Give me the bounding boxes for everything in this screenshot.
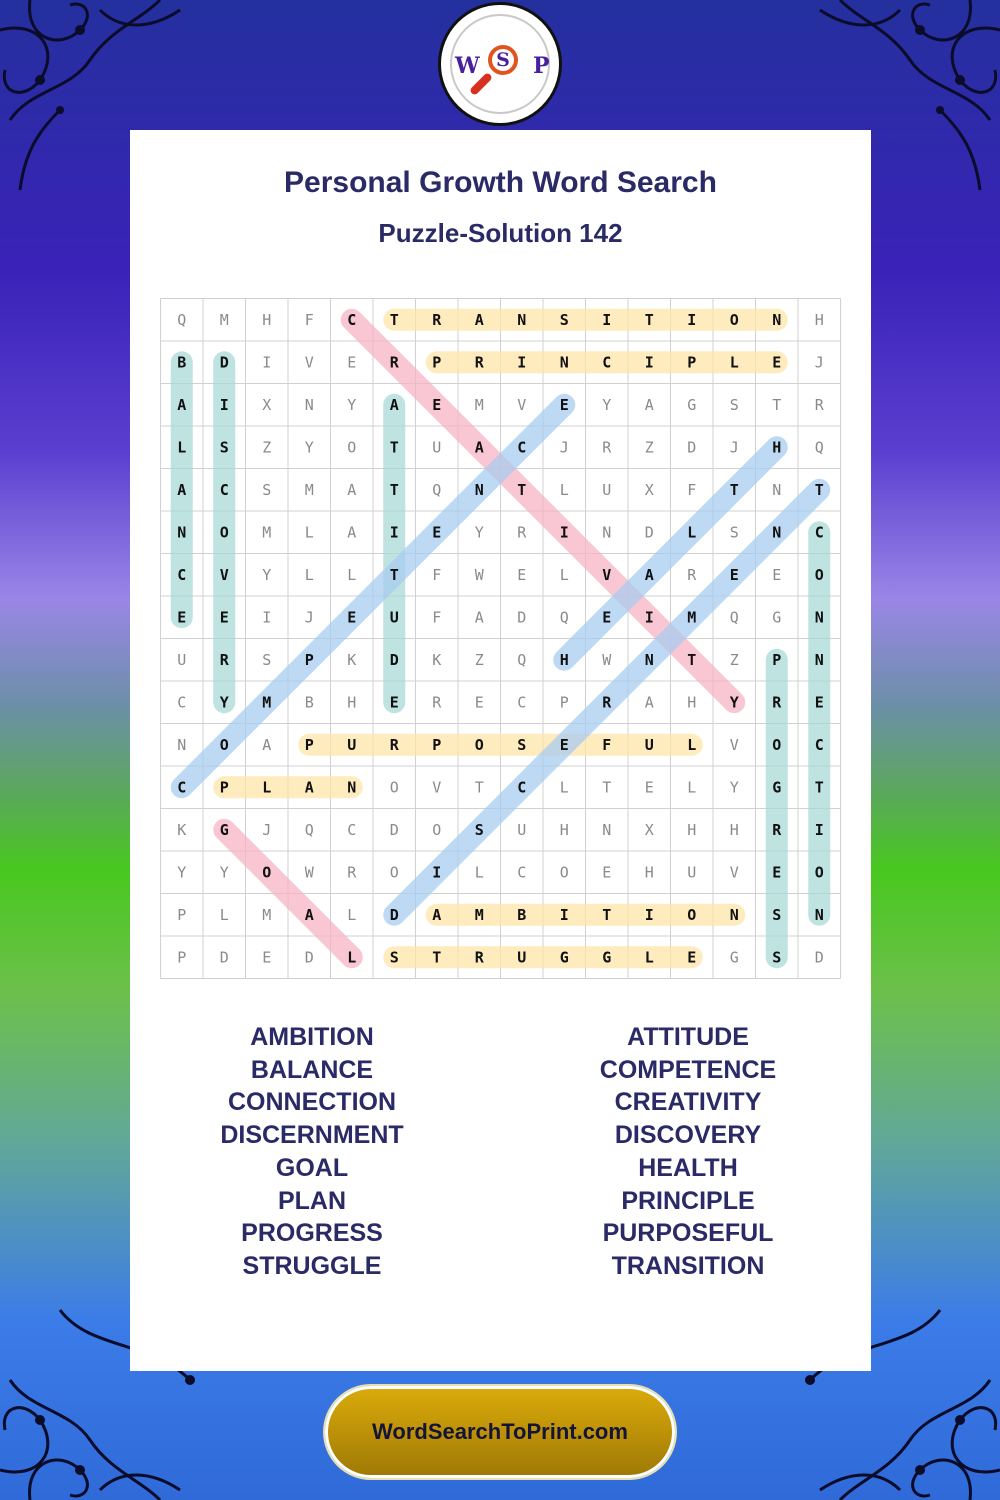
grid-cell: S [262, 650, 272, 669]
grid-cell: C [177, 693, 187, 712]
grid-cell: G [687, 395, 697, 414]
grid-cell: H [772, 438, 782, 457]
grid-cell: A [474, 438, 484, 457]
grid-cell: Y [219, 863, 229, 882]
grid-cell: Y [262, 565, 272, 584]
grid-cell: T [432, 948, 442, 967]
grid-cell: E [602, 608, 612, 627]
grid-cell: L [262, 778, 272, 797]
grid-cell: S [389, 948, 399, 967]
grid-cell: A [347, 480, 357, 499]
grid-cell: X [262, 395, 272, 414]
logo-letter-p: P [533, 53, 550, 79]
grid-cell: H [814, 310, 824, 329]
grid-cell: Q [814, 438, 824, 457]
grid-cell: C [177, 778, 187, 797]
grid-cell: N [814, 650, 824, 669]
grid-cell: N [602, 820, 612, 839]
grid-cell: N [729, 905, 739, 924]
grid-cell: N [644, 650, 654, 669]
grid-cell: L [687, 523, 697, 542]
grid-cell: N [772, 310, 782, 329]
grid-cell: R [219, 650, 229, 669]
grid-cell: N [772, 523, 782, 542]
grid-cell: N [304, 395, 314, 414]
grid-cell: I [644, 353, 654, 372]
grid-cell: Y [729, 693, 739, 712]
grid-cell: K [432, 650, 442, 669]
grid-cell: S [517, 735, 527, 754]
grid-cell: F [432, 608, 442, 627]
grid-cell: F [304, 310, 314, 329]
grid-cell: C [517, 778, 527, 797]
grid-cell: V [729, 735, 739, 754]
grid-cell: O [814, 565, 824, 584]
grid-cell: C [814, 735, 824, 754]
grid-cell: A [177, 395, 187, 414]
grid-cell: R [474, 948, 484, 967]
grid-cell: M [304, 480, 314, 499]
grid-cell: V [432, 778, 442, 797]
grid-cell: G [602, 948, 612, 967]
grid-cell: O [389, 863, 399, 882]
grid-cell: D [219, 948, 229, 967]
grid-cell: D [389, 650, 399, 669]
grid-cell: I [389, 523, 399, 542]
grid-cell: Y [474, 523, 484, 542]
grid-cell: N [814, 608, 824, 627]
grid-cell: A [644, 565, 654, 584]
grid-cell: I [644, 608, 654, 627]
grid-cell: I [262, 608, 272, 627]
grid-cell: O [347, 438, 357, 457]
grid-cell: I [814, 820, 824, 839]
grid-cell: P [219, 778, 229, 797]
grid-cell: E [602, 863, 612, 882]
grid-cell: T [814, 480, 824, 499]
grid-cell: Q [177, 310, 187, 329]
grid-cell: K [347, 650, 357, 669]
grid-cell: W [474, 565, 484, 584]
page-title: Personal Growth Word Search [284, 166, 717, 199]
grid-cell: T [602, 778, 612, 797]
word-list-item: DISCOVERY [614, 1121, 762, 1150]
logo-letter-s: S [488, 45, 518, 75]
grid-cell: Q [517, 650, 527, 669]
grid-cell: L [559, 565, 569, 584]
website-link-button[interactable]: WordSearchToPrint.com [325, 1386, 675, 1478]
word-list-left [162, 1021, 462, 1283]
grid-cell: T [389, 565, 399, 584]
grid-cell: G [219, 820, 229, 839]
grid-cell: D [687, 438, 697, 457]
word-list-item: AMBITION [250, 1023, 374, 1051]
grid-cell: K [177, 820, 187, 839]
grid-cell: G [559, 948, 569, 967]
grid-cell: C [177, 565, 187, 584]
grid-cell: E [177, 608, 187, 627]
grid-cell: N [517, 310, 527, 329]
grid-cell: F [602, 735, 612, 754]
grid-cell: Q [432, 480, 442, 499]
grid-cell: U [432, 438, 442, 457]
grid-cell: R [432, 310, 442, 329]
grid-cell: L [347, 948, 357, 967]
grid-cell: X [644, 820, 654, 839]
grid-cell: Q [559, 608, 569, 627]
grid-cell: N [347, 778, 357, 797]
grid-cell: H [644, 863, 654, 882]
grid-cell: L [644, 948, 654, 967]
grid-cell: D [389, 905, 399, 924]
grid-cell: X [644, 480, 654, 499]
grid-cell: L [177, 438, 187, 457]
logo-letter-w: W [455, 53, 480, 79]
word-list-item: STRUGGLE [242, 1251, 382, 1280]
grid-cell: P [304, 650, 314, 669]
grid-cell: W [304, 863, 314, 882]
word-list-item: BALANCE [250, 1055, 374, 1084]
grid-cell: P [559, 693, 569, 712]
grid-cell: I [687, 310, 697, 329]
grid-cell: U [687, 863, 697, 882]
grid-cell: F [687, 480, 697, 499]
grid-cell: T [687, 650, 697, 669]
grid-cell: C [347, 310, 357, 329]
grid-cell: D [517, 608, 527, 627]
grid-cell: P [772, 650, 782, 669]
grid-cell: A [177, 480, 187, 499]
grid-cell: E [772, 565, 782, 584]
grid-cell: P [177, 905, 187, 924]
word-list-item: HEALTH [638, 1153, 738, 1182]
grid-cell: A [474, 310, 484, 329]
grid-cell: Y [602, 395, 612, 414]
grid-cell: L [559, 778, 569, 797]
grid-cell: I [219, 395, 229, 414]
grid-cell: I [644, 905, 654, 924]
grid-cell: T [474, 778, 484, 797]
grid-cell: C [517, 693, 527, 712]
word-list-item: COMPETENCE [599, 1055, 777, 1084]
grid-cell: P [304, 735, 314, 754]
grid-cell: T [389, 438, 399, 457]
grid-cell: F [432, 565, 442, 584]
grid-cell: Y [304, 438, 314, 457]
grid-cell: O [219, 735, 229, 754]
grid-cell: S [729, 395, 739, 414]
word-list-right [538, 1021, 838, 1283]
grid-cell: R [772, 693, 782, 712]
grid-cell: O [729, 310, 739, 329]
magnifier-logo-icon [438, 2, 562, 126]
grid-cell: R [602, 438, 612, 457]
grid-cell: L [474, 863, 484, 882]
grid-cell: U [517, 948, 527, 967]
grid-cell: N [177, 523, 187, 542]
word-list-item: ATTITUDE [627, 1023, 749, 1051]
grid-cell: G [772, 778, 782, 797]
grid-cell: R [432, 693, 442, 712]
grid-cell: U [517, 820, 527, 839]
grid-cell: A [644, 395, 654, 414]
grid-cell: H [559, 820, 569, 839]
grid-cell: M [262, 523, 272, 542]
grid-cell: Z [474, 650, 484, 669]
word-search-grid [160, 298, 841, 979]
grid-cell: E [644, 778, 654, 797]
grid-cell: L [687, 778, 697, 797]
grid-cell: Y [347, 395, 357, 414]
grid-cell: R [687, 565, 697, 584]
grid-cell: Q [304, 820, 314, 839]
grid-cell: R [602, 693, 612, 712]
grid-cell: L [347, 905, 357, 924]
grid-cell: C [517, 438, 527, 457]
grid-cell: N [474, 480, 484, 499]
grid-cell: I [602, 310, 612, 329]
grid-cell: M [219, 310, 229, 329]
grid-cell: V [304, 353, 314, 372]
grid-cell: C [602, 353, 612, 372]
grid-cell: Z [644, 438, 654, 457]
grid-cell: L [304, 565, 314, 584]
grid-cell: E [772, 353, 782, 372]
grid-cell: E [729, 565, 739, 584]
grid-cell: M [262, 693, 272, 712]
grid-cell: L [559, 480, 569, 499]
grid-cell: D [389, 820, 399, 839]
grid-cell: O [389, 778, 399, 797]
grid-cell: T [389, 480, 399, 499]
word-list-item: PLAN [277, 1186, 347, 1215]
grid-cell: C [517, 863, 527, 882]
grid-cell: R [474, 353, 484, 372]
grid-cell: B [517, 905, 527, 924]
grid-cell: E [559, 735, 569, 754]
grid-cell: O [262, 863, 272, 882]
grid-cell: L [219, 905, 229, 924]
grid-cell: A [262, 735, 272, 754]
grid-cell: A [644, 693, 654, 712]
grid-cell: C [814, 523, 824, 542]
grid-cell: Z [729, 650, 739, 669]
grid-cell: D [644, 523, 654, 542]
grid-cell: B [177, 353, 187, 372]
grid-cell: I [559, 523, 569, 542]
grid-cell: Y [729, 778, 739, 797]
grid-cell: T [729, 480, 739, 499]
grid-cell: S [219, 438, 229, 457]
word-list-item: CREATIVITY [614, 1088, 762, 1117]
grid-cell: J [304, 608, 314, 627]
grid-cell: M [474, 395, 484, 414]
grid-cell: C [347, 820, 357, 839]
grid-cell: S [262, 480, 272, 499]
grid-cell: P [177, 948, 187, 967]
grid-cell: L [347, 565, 357, 584]
grid-cell: L [729, 353, 739, 372]
word-list-item: CONNECTION [227, 1088, 397, 1117]
grid-cell: L [304, 523, 314, 542]
grid-cell: O [687, 905, 697, 924]
grid-cell: E [432, 523, 442, 542]
grid-cell: O [559, 863, 569, 882]
word-list-item: DISCERNMENT [220, 1121, 404, 1150]
grid-cell: A [389, 395, 399, 414]
word-list-item: PRINCIPLE [621, 1186, 755, 1215]
grid-cell: E [559, 395, 569, 414]
grid-cell: E [347, 353, 357, 372]
grid-cell: I [517, 353, 527, 372]
word-list-item: PURPOSEFUL [602, 1219, 774, 1248]
word-list-item: GOAL [275, 1153, 349, 1182]
grid-cell: E [687, 948, 697, 967]
grid-cell: D [304, 948, 314, 967]
grid-cell: A [304, 778, 314, 797]
grid-cell: P [432, 353, 442, 372]
grid-cell: M [687, 608, 697, 627]
grid-cell: Y [177, 863, 187, 882]
grid-cell: S [772, 905, 782, 924]
grid-cell: R [814, 395, 824, 414]
grid-cell: E [474, 693, 484, 712]
grid-cell: E [219, 608, 229, 627]
grid-cell: G [772, 608, 782, 627]
grid-cell: V [517, 395, 527, 414]
grid-cell: B [304, 693, 314, 712]
grid-cell: D [814, 948, 824, 967]
grid-cell: I [262, 353, 272, 372]
grid-cell: U [177, 650, 187, 669]
word-list-item: PROGRESS [241, 1219, 383, 1248]
grid-cell: R [389, 735, 399, 754]
grid-cell: E [262, 948, 272, 967]
grid-cell: J [729, 438, 739, 457]
grid-cell: T [517, 480, 527, 499]
grid-cell: U [389, 608, 399, 627]
grid-cell: Z [262, 438, 272, 457]
grid-cell: V [219, 565, 229, 584]
grid-cell: R [772, 820, 782, 839]
grid-cell: Y [219, 693, 229, 712]
grid-cell: N [602, 523, 612, 542]
grid-cell: T [644, 310, 654, 329]
grid-cell: N [814, 905, 824, 924]
grid-cell: H [687, 820, 697, 839]
grid-cell: Q [729, 608, 739, 627]
grid-cell: T [602, 905, 612, 924]
grid-cell: D [219, 353, 229, 372]
grid-cell: N [177, 735, 187, 754]
word-list-item: TRANSITION [611, 1251, 765, 1280]
grid-cell: J [814, 353, 824, 372]
grid-cell: E [347, 608, 357, 627]
grid-cell: S [729, 523, 739, 542]
grid-cell: H [262, 310, 272, 329]
grid-cell: A [474, 608, 484, 627]
grid-cell: U [347, 735, 357, 754]
grid-cell: A [304, 905, 314, 924]
grid-cell: E [772, 863, 782, 882]
grid-cell: W [602, 650, 612, 669]
grid-cell: A [347, 523, 357, 542]
grid-cell: H [729, 820, 739, 839]
grid-cell: M [262, 905, 272, 924]
grid-cell: H [347, 693, 357, 712]
grid-cell: V [729, 863, 739, 882]
grid-cell: S [772, 948, 782, 967]
grid-cell: I [559, 905, 569, 924]
grid-cell: E [389, 693, 399, 712]
grid-cell: J [559, 438, 569, 457]
grid-cell: R [389, 353, 399, 372]
grid-cell: E [517, 565, 527, 584]
grid-cell: R [517, 523, 527, 542]
grid-cell: H [687, 693, 697, 712]
grid-cell: J [262, 820, 272, 839]
grid-cell: P [432, 735, 442, 754]
grid-cell: H [559, 650, 569, 669]
grid-cell: R [347, 863, 357, 882]
grid-cell: O [772, 735, 782, 754]
grid-cell: G [729, 948, 739, 967]
grid-cell: S [559, 310, 569, 329]
grid-cell: O [474, 735, 484, 754]
grid-cell: O [814, 863, 824, 882]
grid-cell: O [432, 820, 442, 839]
grid-cell: U [602, 480, 612, 499]
page-subtitle: Puzzle-Solution 142 [378, 218, 623, 248]
grid-cell: M [474, 905, 484, 924]
grid-cell: V [602, 565, 612, 584]
grid-cell: S [474, 820, 484, 839]
grid-cell: T [814, 778, 824, 797]
grid-cell: O [219, 523, 229, 542]
grid-cell: A [432, 905, 442, 924]
grid-cell: E [814, 693, 824, 712]
grid-cell: I [432, 863, 442, 882]
grid-cell: C [219, 480, 229, 499]
grid-cell: P [687, 353, 697, 372]
grid-cell: U [644, 735, 654, 754]
grid-cell: N [559, 353, 569, 372]
grid-cell: T [389, 310, 399, 329]
grid-cell: L [687, 735, 697, 754]
grid-cell: E [432, 395, 442, 414]
grid-cell: N [772, 480, 782, 499]
grid-cell: T [772, 395, 782, 414]
